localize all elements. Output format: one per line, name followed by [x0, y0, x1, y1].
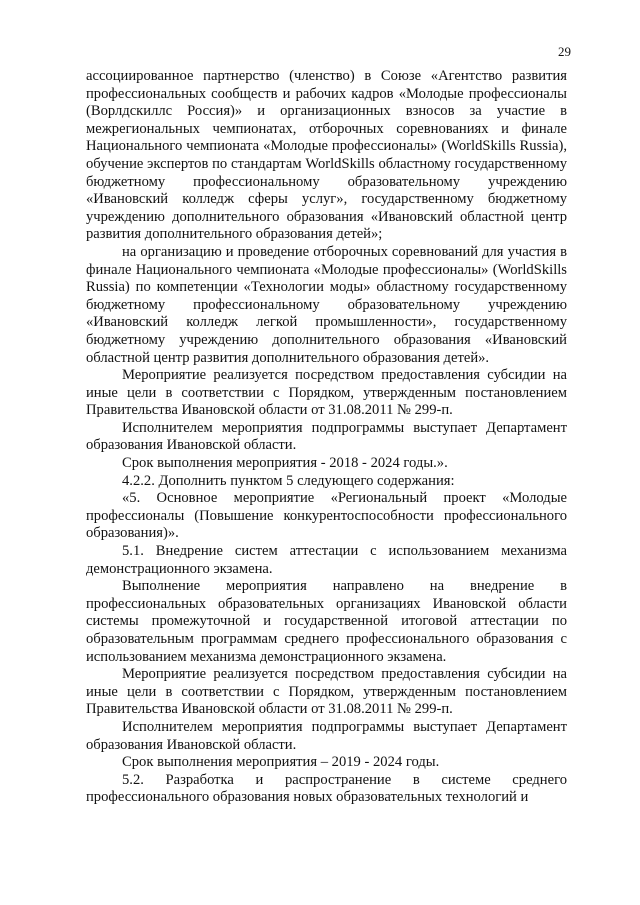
paragraph-13: 5.2. Разработка и распространение в системе среднего профессионального образования новых образовательных технологий и [86, 771, 567, 806]
paragraph-6: 4.2.2. Дополнить пунктом 5 следующего содержания: [122, 472, 455, 489]
paragraph-11: Исполнителем мероприятия подпрограммы выступает Департамент образования Ивановской области. [86, 718, 567, 753]
paragraph-5: Срок выполнения мероприятия - 2018 - 2024 годы.». [122, 455, 448, 472]
paragraph-1: ассоциированное партнерство (членство) в Союзе «Агентство развития профессиональных сообществ и рабочих кадров «Молодые профессионалы (Ворлдскиллс Россия)» и организационных взносов за участие в межрегиональных чемпионатах, отборочных соревнованиях и финале Национального чемпионата «Молодые профессионалы» (WorldSkills Russia), обучение экспертов по стандартам WorldSkills областному государственному бюджетному профессиональному образовательному учреждению «Ивановский колледж сферы услуг», государственному бюджетному учреждению дополнительного образования «Ивановский областной центр развития дополнительного образования детей»; [86, 68, 567, 243]
paragraph-4: Исполнителем мероприятия подпрограммы выступает Департамент образования Ивановской области. [86, 419, 567, 454]
paragraph-10: Мероприятие реализуется посредством предоставления субсидии на иные цели в соответствии с Порядком, утвержденным постановлением Правительства Ивановской области от 31.08.2011 № 299-п. [86, 666, 567, 718]
paragraph-8: 5.1. Внедрение систем аттестации с использованием механизма демонстрационного экзамена. [86, 543, 567, 577]
paragraph-2: на организацию и проведение отборочных соревнований для участия в финале Национального чемпионата «Молодые профессионалы» (WorldSkills Russia) по компетенции «Технологии моды» областному государственному бюджетному профессиональному образовательному учреждению «Ивановский колледж легкой промышленности», государственному бюджетному учреждению дополнительного образования «Ивановский областной центр развития дополнительного образования детей». [86, 243, 567, 366]
paragraph-7: «5. Основное мероприятие «Региональный проект «Молодые профессионалы (Повышение конкурентоспособности профессионального образования)». [86, 490, 567, 542]
page-number: 29 [558, 44, 571, 59]
paragraph-9: Выполнение мероприятия направлено на внедрение в профессиональных образовательных организациях Ивановской области системы промежуточной и государственной итоговой аттестации по образовательным программам среднего профессионального образования с использованием механизма демонстрационного экзамена. [86, 578, 567, 665]
paragraph-12: Срок выполнения мероприятия – 2019 - 2024 годы. [122, 754, 440, 771]
document-body [86, 68, 567, 807]
paragraph-3: Мероприятие реализуется посредством предоставления субсидии на иные цели в соответствии с Порядком, утвержденным постановлением Правительства Ивановской области от 31.08.2011 № 299-п. [86, 367, 567, 419]
